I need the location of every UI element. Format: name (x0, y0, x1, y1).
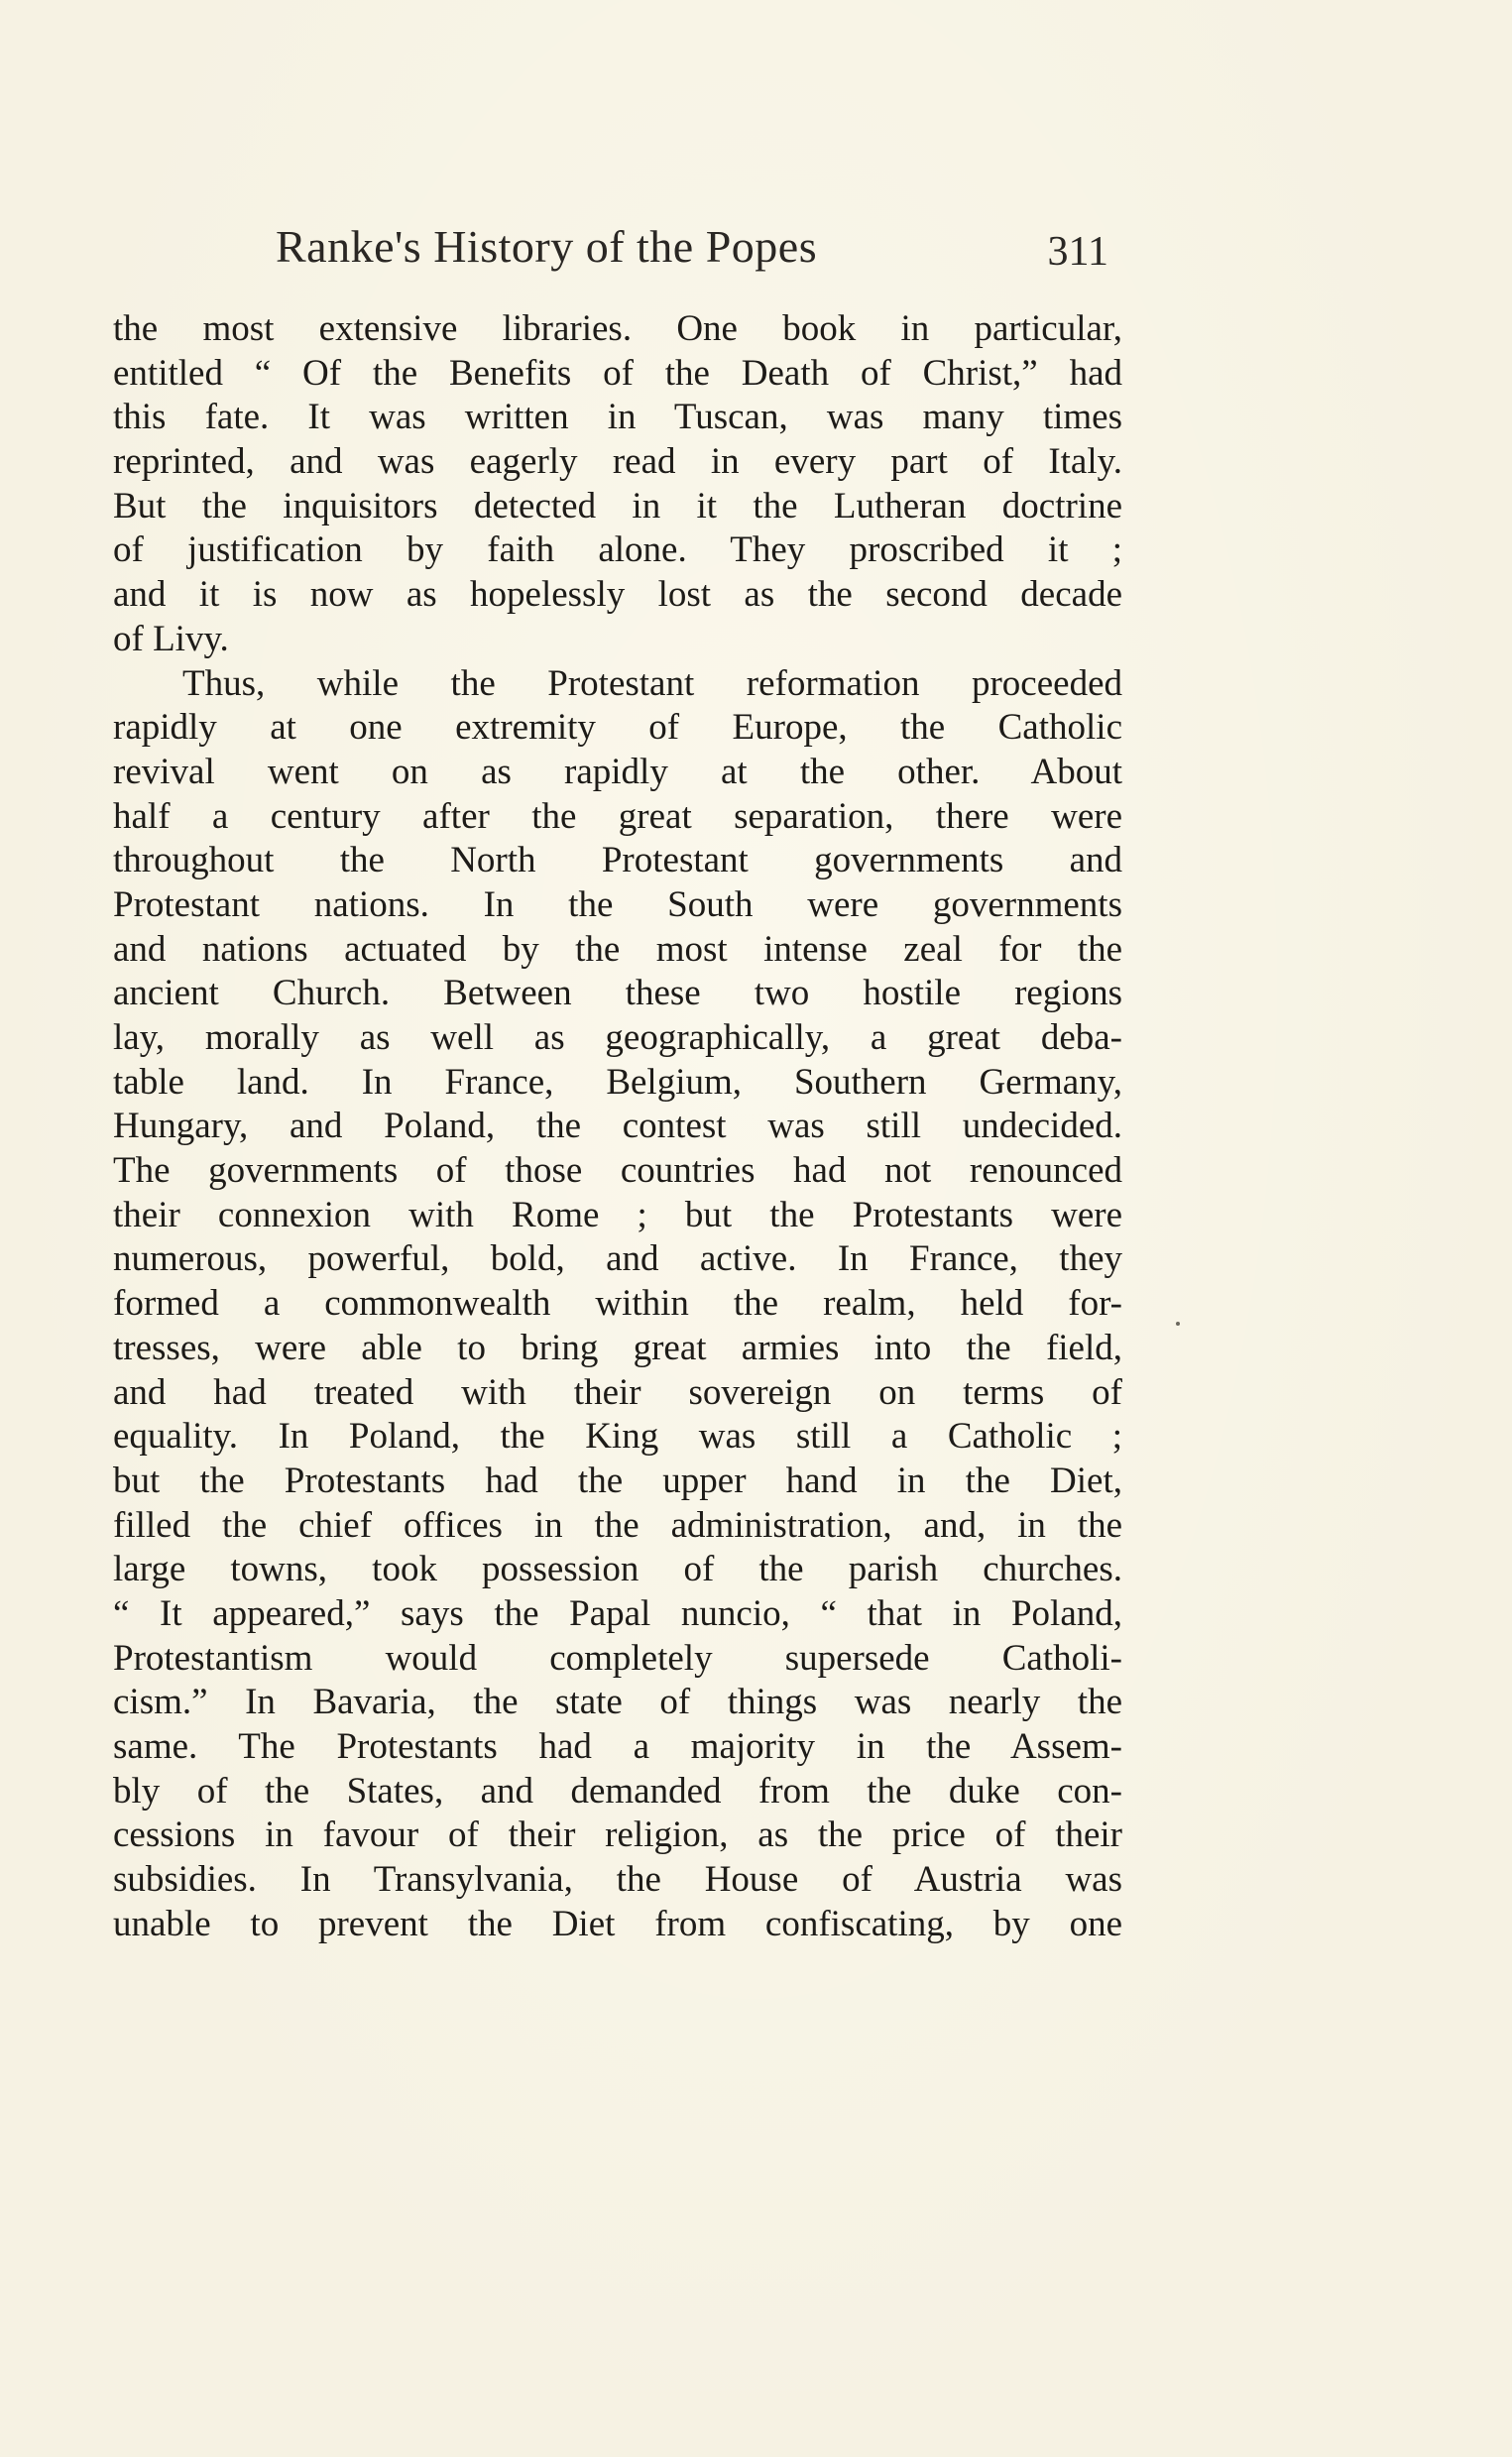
text-line: same. The Protestants had a majority in the Assem- (113, 1726, 1122, 1767)
text-line: equality. In Poland, the King was still a Catholic ; (113, 1416, 1122, 1458)
text-line: this fate. It was written in Tuscan, was many times (113, 397, 1122, 438)
text-line: tresses, were able to bring great armies into the field, (113, 1327, 1122, 1368)
text-line: and it is now as hopelessly lost as the second decade (113, 574, 1122, 616)
text-line: ancient Church. Between these two hostile regions (113, 973, 1122, 1014)
text-line: throughout the North Protestant governments and (113, 840, 1122, 881)
text-line: and nations actuated by the most intense zeal for the (113, 928, 1122, 970)
text-line: cessions in favour of their religion, as the price of their (113, 1814, 1122, 1856)
text-line: large towns, took possession of the parish churches. (113, 1549, 1122, 1590)
text-line: reprinted, and was eagerly read in every part of Italy. (113, 441, 1122, 483)
text-line: lay, morally as well as geographically, a great deba- (113, 1017, 1122, 1058)
text-line: table land. In France, Belgium, Southern Germany, (113, 1061, 1122, 1103)
text-line: unable to prevent the Diet from confiscating, by one (113, 1903, 1122, 1944)
text-line: entitled “ Of the Benefits of the Death of Christ,” had (113, 352, 1122, 394)
paragraph-first-line: Thus, while the Protestant reformation proceeded (182, 662, 1122, 704)
paper-speck (1176, 1322, 1180, 1326)
page-header (276, 220, 1108, 290)
text-line: revival went on as rapidly at the other. About (113, 751, 1122, 792)
text-line: Protestantism would completely supersede Catholi- (113, 1637, 1122, 1679)
text-line: but the Protestants had the upper hand in the Diet, (113, 1460, 1122, 1501)
text-line: Protestant nations. In the South were governments (113, 883, 1122, 925)
text-line: subsidies. In Transylvania, the House of Austria was (113, 1859, 1122, 1901)
text-line: of Livy. (113, 618, 229, 659)
body-text (113, 307, 1122, 1946)
text-line: numerous, powerful, bold, and active. In France, they (113, 1238, 1122, 1280)
page-number: 311 (1047, 229, 1108, 275)
text-line: Hungary, and Poland, the contest was still undecided. (113, 1106, 1122, 1147)
text-line: The governments of those countries had not renounced (113, 1150, 1122, 1192)
text-line: But the inquisitors detected in it the Lutheran doctrine (113, 485, 1122, 526)
running-title: Ranke's History of the Popes (276, 221, 818, 272)
text-line: of justification by faith alone. They proscribed it ; (113, 529, 1122, 571)
text-line: and had treated with their sovereign on terms of (113, 1371, 1122, 1413)
text-line: cism.” In Bavaria, the state of things was nearly the (113, 1682, 1122, 1723)
text-line: “ It appeared,” says the Papal nuncio, “ that in Poland, (113, 1592, 1122, 1634)
text-line: the most extensive libraries. One book in particular, (113, 308, 1122, 349)
text-line: bly of the States, and demanded from the duke con- (113, 1770, 1122, 1812)
text-line: formed a commonwealth within the realm, held for- (113, 1283, 1122, 1325)
text-line: their connexion with Rome ; but the Protestants were (113, 1194, 1122, 1235)
text-line: rapidly at one extremity of Europe, the Catholic (113, 707, 1122, 749)
text-line: half a century after the great separation, there were (113, 795, 1122, 837)
text-line: filled the chief offices in the administration, and, in the (113, 1504, 1122, 1546)
